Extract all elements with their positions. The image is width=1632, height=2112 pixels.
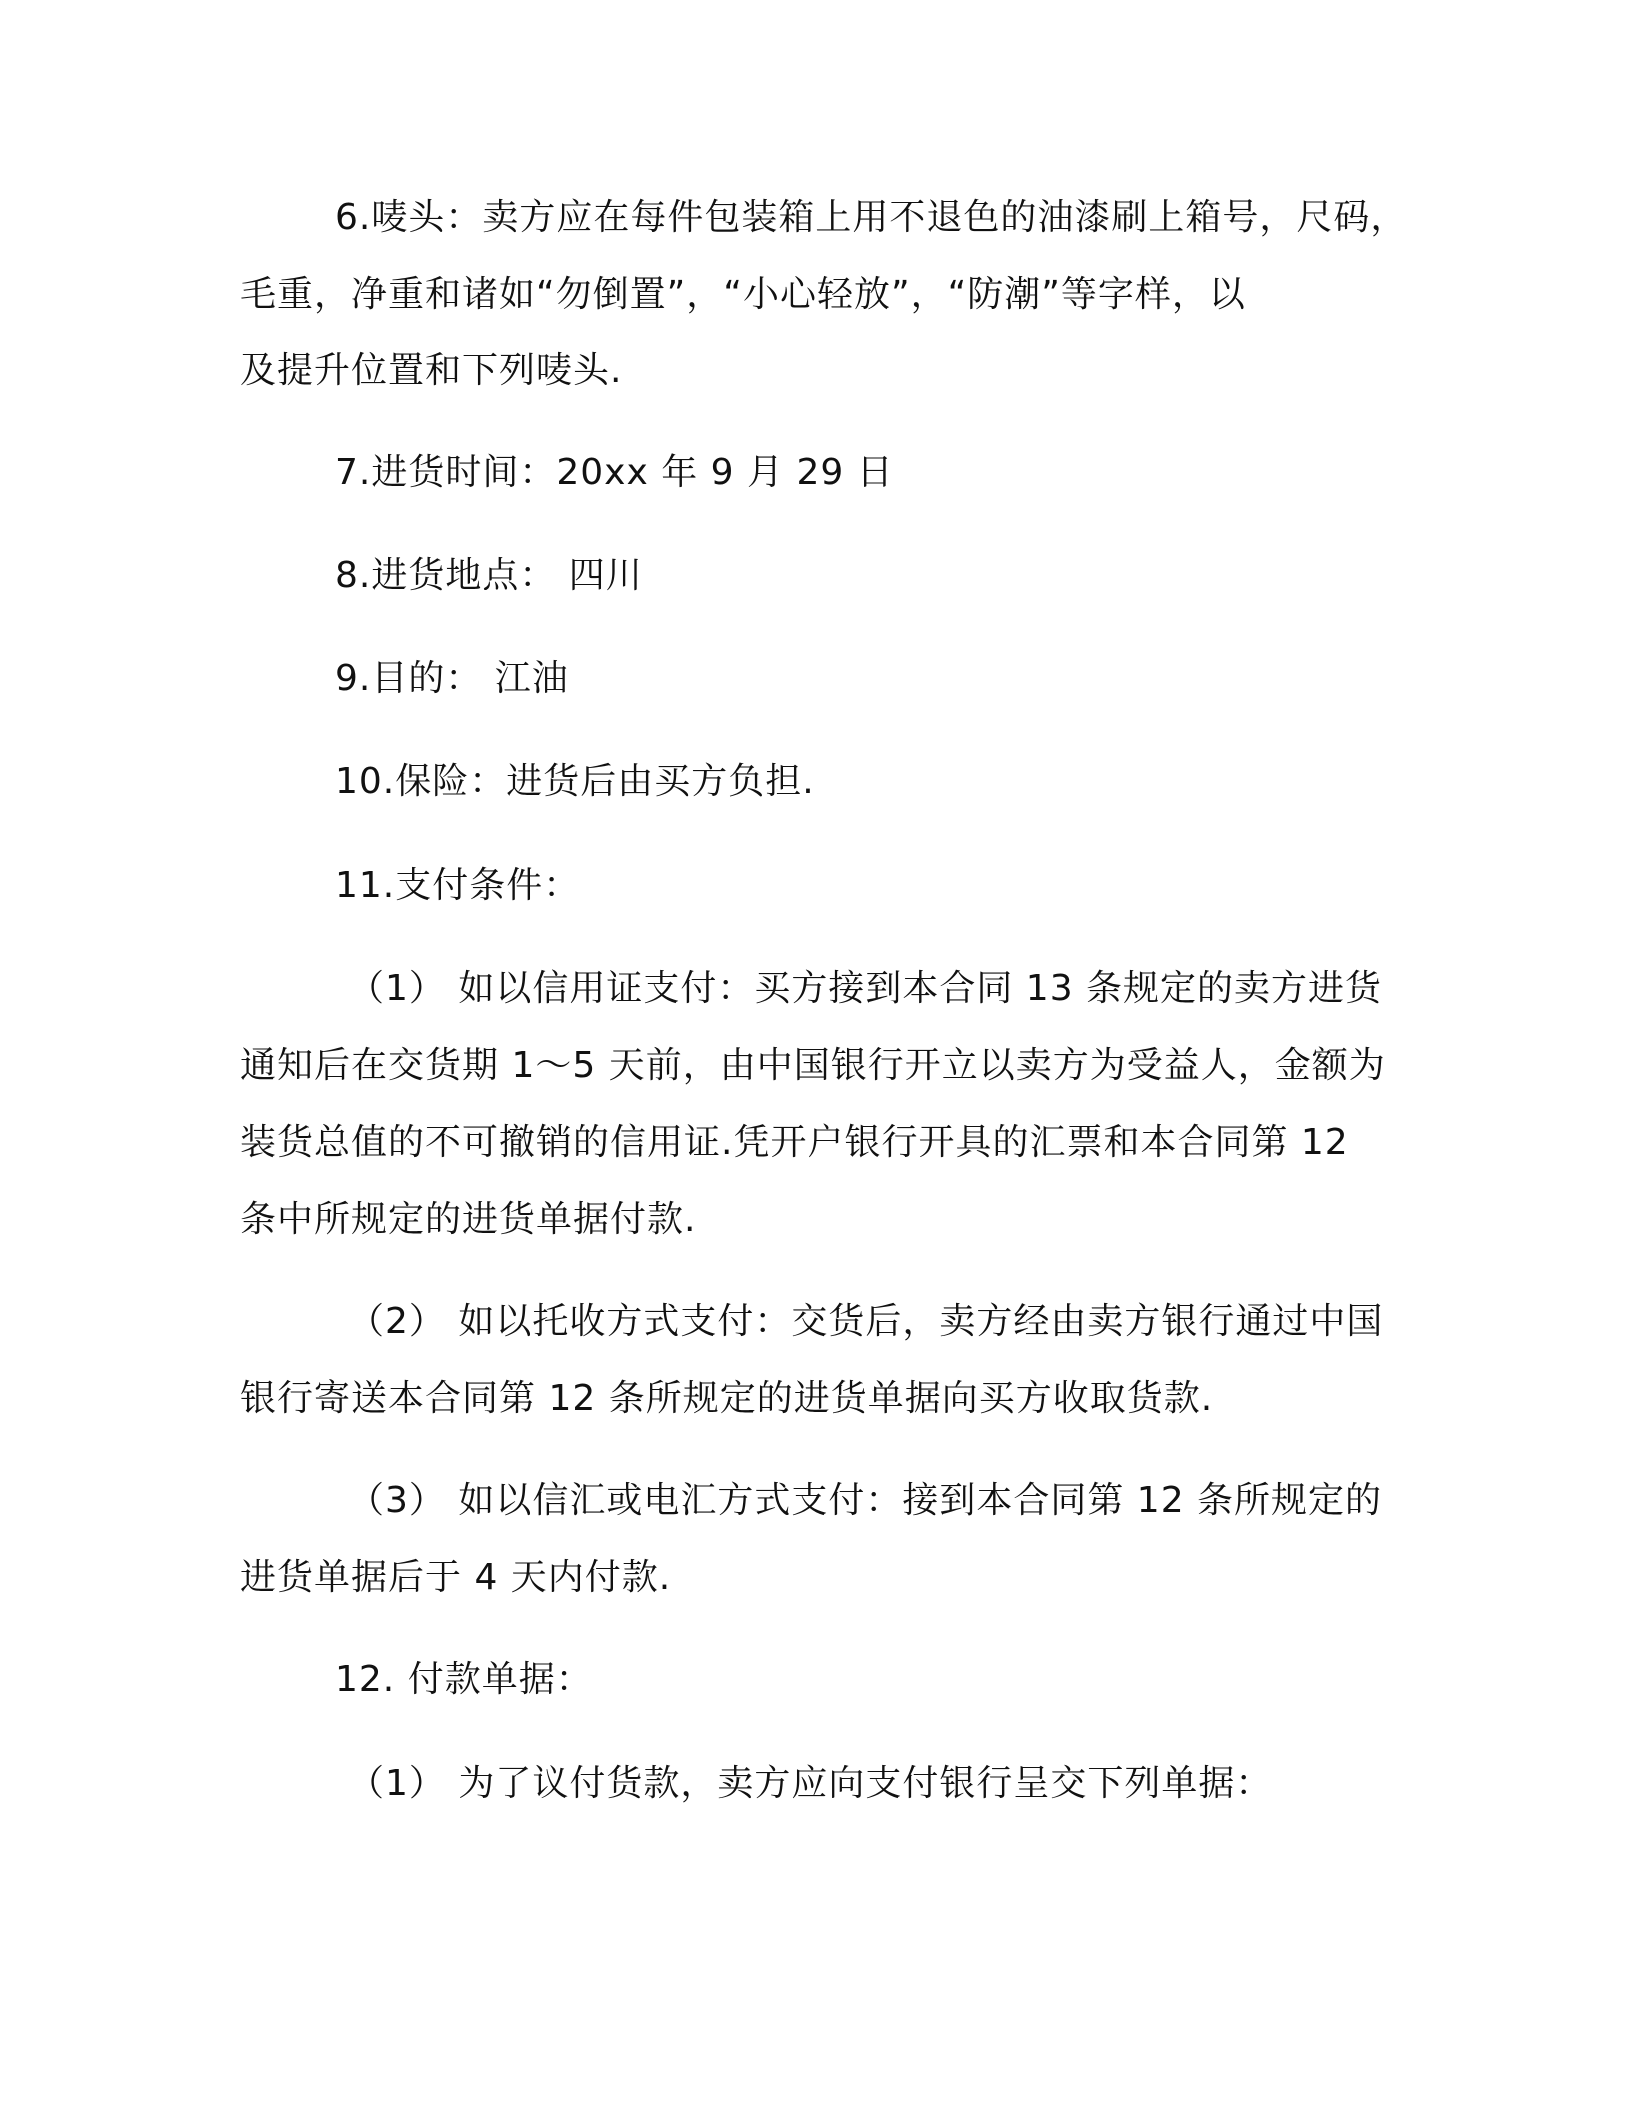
clause-6-line-1: 6.唛头：卖方应在每件包装箱上用不退色的油漆刷上箱号，尺码， <box>335 197 1408 238</box>
clause-11-3-line-1: （3） 如以信汇或电汇方式支付：接到本合同第 12 条所规定的 <box>348 1480 1383 1521</box>
clause-11-2-line-2: 银行寄送本合同第 12 条所规定的进货单据向买方收取货款. <box>240 1378 1214 1419</box>
clause-11-2-line-1: （2） 如以托收方式支付：交货后，卖方经由卖方银行通过中国 <box>348 1301 1384 1342</box>
clause-11-heading: 11.支付条件： <box>335 865 581 906</box>
clause-11-1-line-3: 装货总值的不可撤销的信用证.凭开户银行开具的汇票和本合同第 12 <box>240 1122 1349 1163</box>
clause-6-line-3: 及提升位置和下列唛头. <box>240 350 623 391</box>
clause-7: 7.进货时间：20xx 年 9 月 29 日 <box>335 452 894 493</box>
clause-11-1-line-1: （1） 如以信用证支付：买方接到本合同 13 条规定的卖方进货 <box>348 968 1383 1009</box>
clause-8: 8.进货地点： 四川 <box>335 555 643 596</box>
clause-11-3-line-2: 进货单据后于 4 天内付款. <box>240 1557 672 1598</box>
clause-11-1-line-4: 条中所规定的进货单据付款. <box>240 1199 697 1240</box>
clause-12-heading: 12. 付款单据： <box>335 1659 593 1700</box>
clause-6-line-2: 毛重，净重和诸如“勿倒置”，“小心轻放”，“防潮”等字样，以 <box>240 274 1246 315</box>
clause-10: 10.保险：进货后由买方负担. <box>335 761 815 802</box>
clause-12-1: （1） 为了议付货款，卖方应向支付银行呈交下列单据： <box>348 1763 1273 1804</box>
clause-11-1-line-2: 通知后在交货期 1～5 天前，由中国银行开立以卖方为受益人，金额为 <box>240 1045 1386 1086</box>
clause-9: 9.目的： 江油 <box>335 658 569 699</box>
